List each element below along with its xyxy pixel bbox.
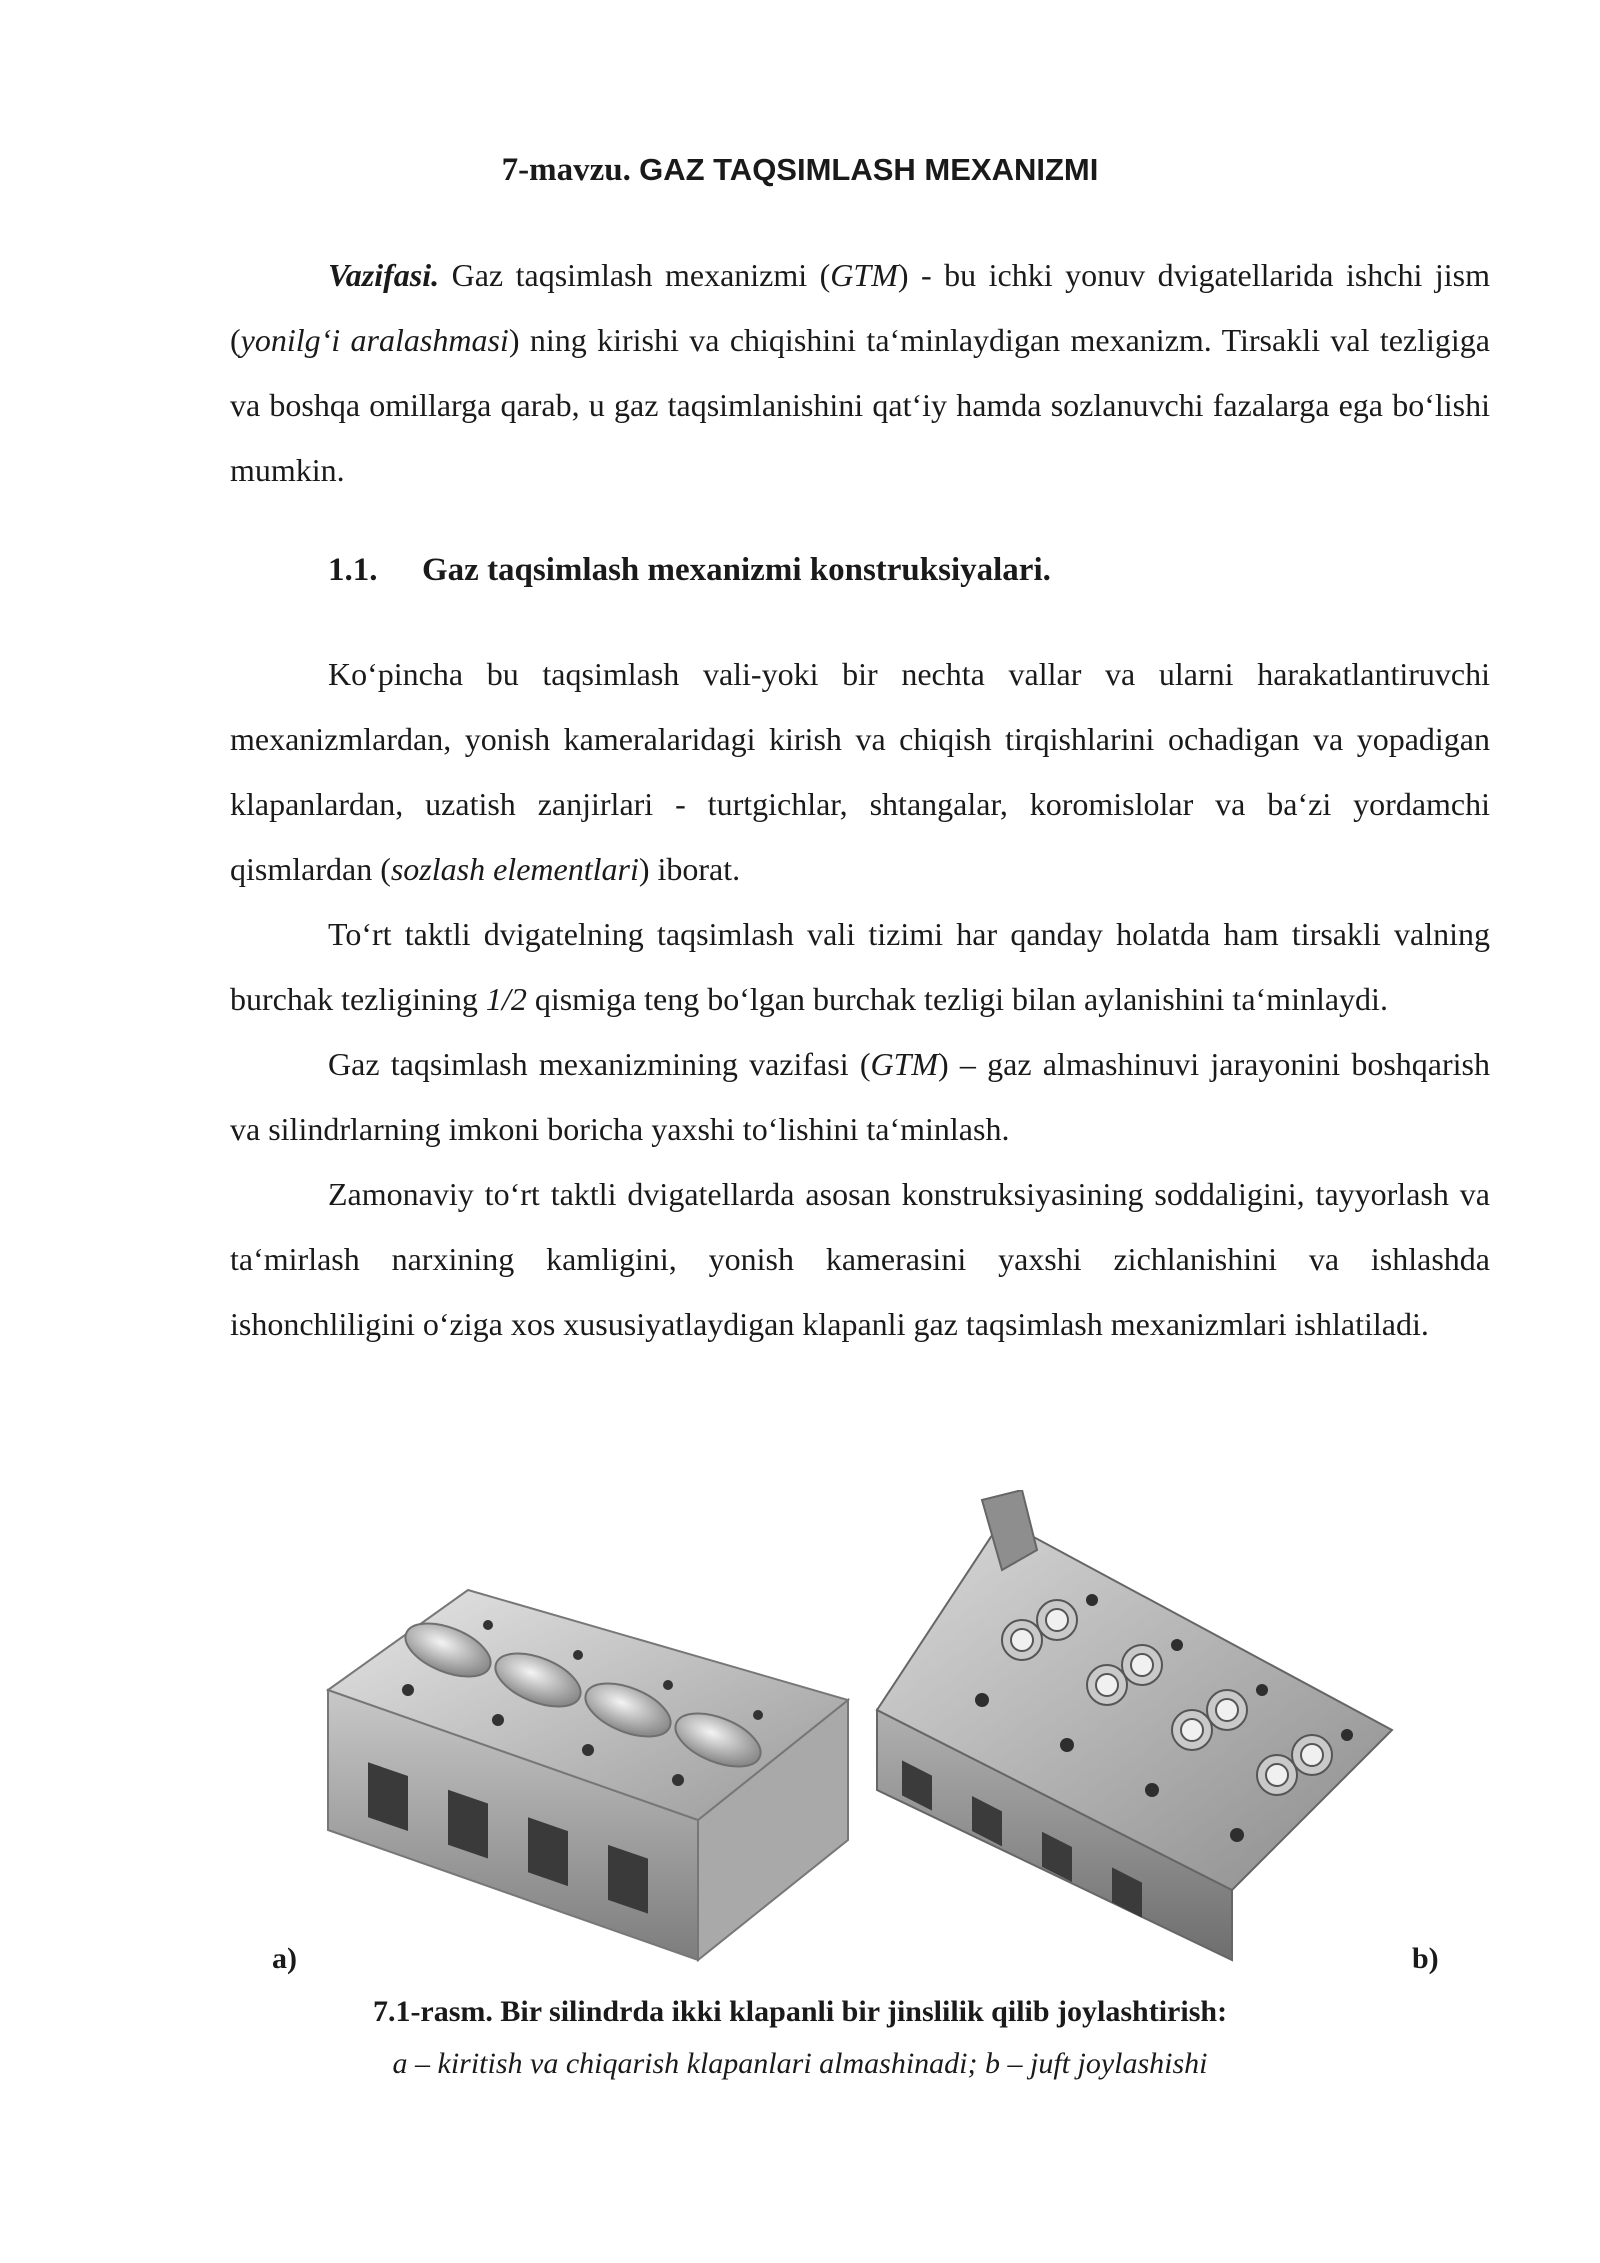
- paragraph-2: To‘rt taktli dvigatelning taqsimlash vali tizimi har qanday holatda ham tirsakli valning burchak tezligining 1/2 qismiga teng bo‘lgan burchak tezligi bilan aylanishini ta‘minlaydi.: [230, 916, 1490, 1017]
- page-title: [0, 152, 1600, 189]
- section-title: Gaz taqsimlash mexanizmi konstruksiyalari.: [422, 552, 1051, 588]
- title-prefix: 7-mavzu.: [501, 152, 631, 188]
- intro-text-1: Gaz taqsimlash mexanizmi (: [439, 257, 831, 293]
- intro-paragraph: [230, 243, 1490, 503]
- intro-italic-2: yonilg‘i aralashmasi: [240, 322, 509, 358]
- section-heading: [328, 552, 1051, 589]
- cylinder-head-photo-icon-b: [862, 1490, 1402, 1970]
- figure-label-a: a): [272, 1942, 297, 1975]
- intro-text-2: ) - bu ichki yonuv dvigatellarida ishchi jism (: [230, 257, 1491, 358]
- figure-7-1: [0, 1490, 1600, 1980]
- body-text: [230, 642, 1490, 1357]
- paragraph-3: Gaz taqsimlash mexanizmining vazifasi (GTM) – gaz almashinuvi jarayonini boshqarish va silindrlarning imkoni boricha yaxshi to‘lishini ta‘minlash.: [230, 1046, 1491, 1147]
- cylinder-head-photo-icon: [318, 1580, 858, 1970]
- figure-subcaption: a – kiritish va chiqarish klapanlari almashinadi; b – juft joylashishi: [392, 2047, 1208, 2080]
- intro-italic-1: GTM: [830, 257, 898, 293]
- section-number: 1.1.: [328, 552, 378, 588]
- figure-label-b: b): [1412, 1942, 1439, 1975]
- paragraph-1: Ko‘pincha bu taqsimlash vali-yoki bir nechta vallar va ularni harakatlantiruvchi mexanizmlardan, yonish kameralaridagi kirish va chiqish tirqishlarini ochadigan va yopadigan klapanlardan, uzatish zanjirlari - turtgichlar, shtangalar, koromislolar va ba‘zi yordamchi qismlardan (sozlash elementlari) iborat.: [230, 656, 1490, 887]
- figure-caption: 7.1-rasm. Bir silindrda ikki klapanli bir jinslilik qilib joylashtirish:: [372, 1995, 1228, 2028]
- intro-label: Vazifasi.: [328, 257, 440, 293]
- title-main: GAZ TAQSIMLASH MEXANIZMI: [639, 152, 1099, 187]
- paragraph-4: Zamonaviy to‘rt taktli dvigatellarda asosan konstruksiyasining soddaligini, tayyorlash va ta‘mirlash narxining kamligini, yonish kamerasini yaxshi zichlanishini va ishlashda ishonchliligini o‘ziga xos xususiyatlaydigan klapanli gaz taqsimlash mexanizmlari ishlatiladi.: [230, 1176, 1490, 1342]
- intro-text-3: ) ning kirishi va chiqishini ta‘minlaydigan mexanizm. Tirsakli val tezligiga va boshqa omillarga qarab, u gaz taqsimlanishini qat‘iy hamda sozlanuvchi fazalarga ega bo‘lishi mumkin.: [230, 322, 1491, 488]
